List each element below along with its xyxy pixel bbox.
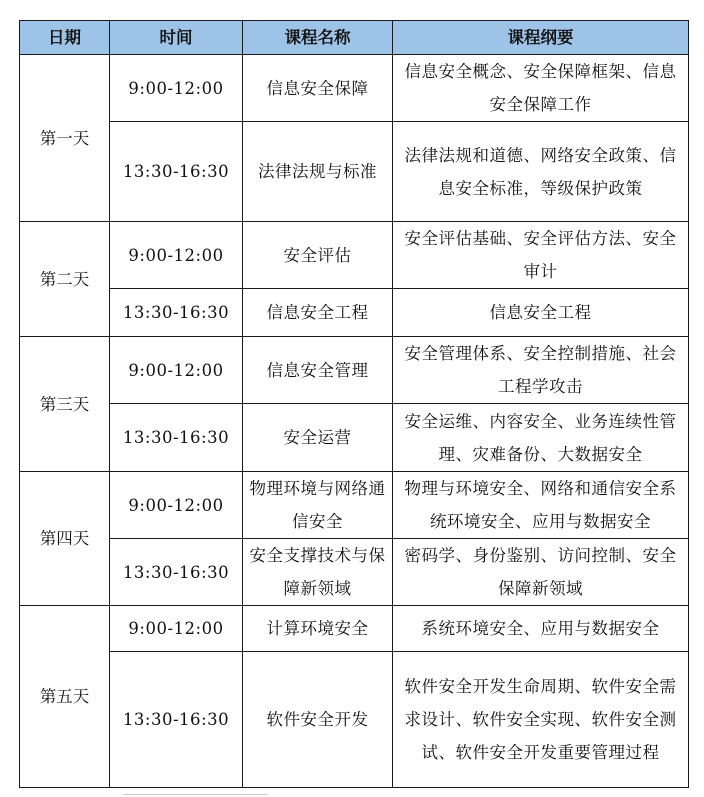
table-row xyxy=(20,289,689,337)
table-header-row xyxy=(20,21,689,55)
session-time: 9:00-12:00 xyxy=(110,337,243,404)
course-outline: 信息安全工程 xyxy=(393,289,689,337)
course-name: 安全评估 xyxy=(243,222,393,289)
table-row xyxy=(20,122,689,222)
session-time: 13:30-16:30 xyxy=(110,289,243,337)
header-time: 时间 xyxy=(110,21,243,55)
day-label: 第一天 xyxy=(20,55,110,222)
session-time: 9:00-12:00 xyxy=(110,472,243,539)
table-row xyxy=(20,652,689,788)
day-label: 第五天 xyxy=(20,606,110,788)
course-outline: 法律法规和道德、网络安全政策、信息安全标准，等级保护政策 xyxy=(393,122,689,222)
table-row xyxy=(20,222,689,289)
course-outline: 安全管理体系、安全控制措施、社会工程学攻击 xyxy=(393,337,689,404)
course-name: 物理环境与网络通信安全 xyxy=(243,472,393,539)
footnote-separator xyxy=(123,794,268,795)
course-outline: 安全运维、内容安全、业务连续性管理、灾难备份、大数据安全 xyxy=(393,404,689,472)
course-name: 信息安全管理 xyxy=(243,337,393,404)
session-time: 9:00-12:00 xyxy=(110,55,243,122)
session-time: 13:30-16:30 xyxy=(110,404,243,472)
course-name: 信息安全工程 xyxy=(243,289,393,337)
table-row xyxy=(20,606,689,652)
table-row xyxy=(20,337,689,404)
course-name: 计算环境安全 xyxy=(243,606,393,652)
session-time: 13:30-16:30 xyxy=(110,652,243,788)
session-time: 13:30-16:30 xyxy=(110,122,243,222)
course-outline: 信息安全概念、安全保障框架、信息安全保障工作 xyxy=(393,55,689,122)
course-name: 法律法规与标准 xyxy=(243,122,393,222)
course-outline: 物理与环境安全、网络和通信安全系统环境安全、应用与数据安全 xyxy=(393,472,689,539)
course-outline: 安全评估基础、安全评估方法、安全审计 xyxy=(393,222,689,289)
session-time: 13:30-16:30 xyxy=(110,539,243,606)
table-row xyxy=(20,472,689,539)
course-schedule-table xyxy=(19,20,689,788)
table-row xyxy=(20,55,689,122)
header-course: 课程名称 xyxy=(243,21,393,55)
day-label: 第二天 xyxy=(20,222,110,337)
day-label: 第四天 xyxy=(20,472,110,606)
course-name: 软件安全开发 xyxy=(243,652,393,788)
course-outline: 密码学、身份鉴别、访问控制、安全保障新领域 xyxy=(393,539,689,606)
table-row xyxy=(20,404,689,472)
header-date: 日期 xyxy=(20,21,110,55)
day-label: 第三天 xyxy=(20,337,110,472)
course-name: 安全运营 xyxy=(243,404,393,472)
course-outline: 软件安全开发生命周期、软件安全需求设计、软件安全实现、软件安全测试、软件安全开发重要管理过程 xyxy=(393,652,689,788)
session-time: 9:00-12:00 xyxy=(110,222,243,289)
session-time: 9:00-12:00 xyxy=(110,606,243,652)
course-name: 安全支撑技术与保障新领域 xyxy=(243,539,393,606)
table-row xyxy=(20,539,689,606)
header-outline: 课程纲要 xyxy=(393,21,689,55)
course-outline: 系统环境安全、应用与数据安全 xyxy=(393,606,689,652)
course-name: 信息安全保障 xyxy=(243,55,393,122)
